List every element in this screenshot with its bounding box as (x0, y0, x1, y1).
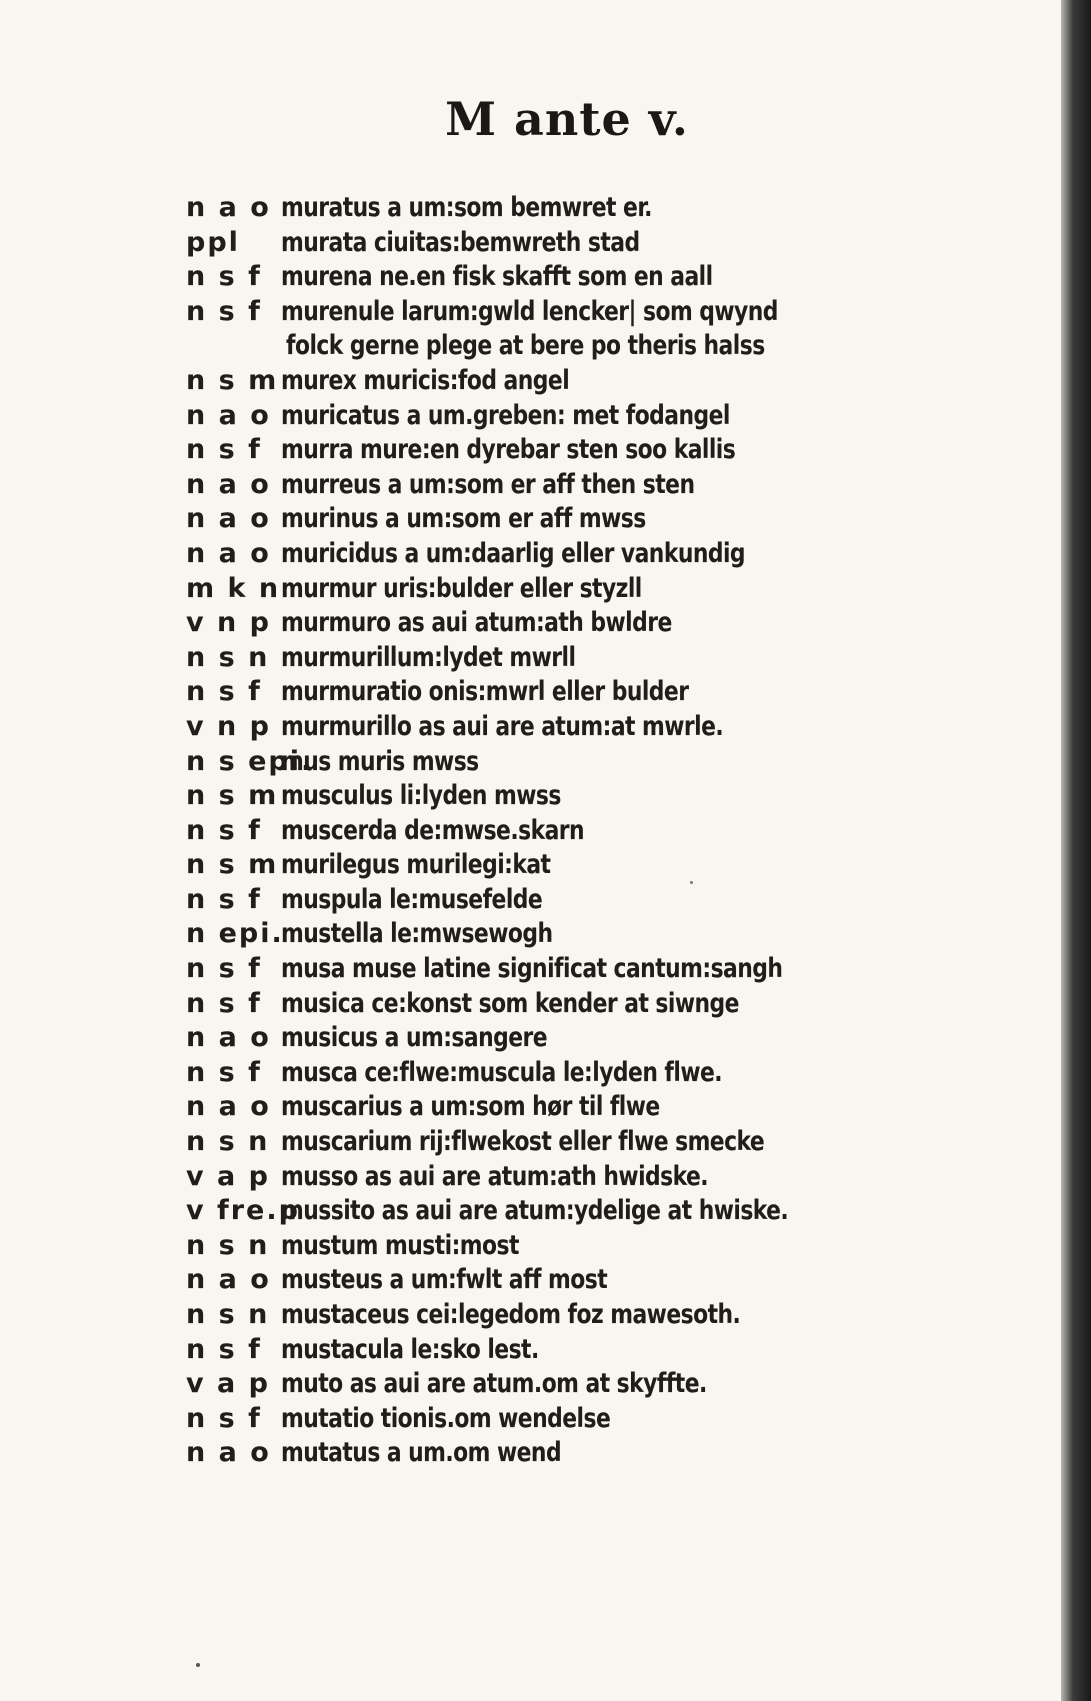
grammar-tag: n s f (186, 1056, 262, 1088)
ink-speck (690, 881, 693, 884)
list-item-continuation (186, 330, 946, 365)
list-item (186, 918, 946, 953)
list-item (186, 192, 946, 227)
grammar-tag: n s n (186, 1299, 270, 1330)
list-item (186, 953, 946, 988)
list-item (186, 503, 946, 538)
grammar-tag: n s m (186, 780, 279, 812)
entry-text: muscarius a um:som hør til flwe (281, 1091, 660, 1123)
grammar-tag: m k n (186, 572, 281, 604)
grammar-tag: v n p (186, 607, 271, 639)
grammar-tag: n s f (186, 814, 262, 846)
list-item (186, 261, 946, 296)
grammar-tag: n a o (186, 537, 271, 569)
list-item (186, 400, 946, 435)
list-item (186, 296, 946, 331)
page-heading: M ante v. (445, 92, 689, 146)
list-item (186, 538, 946, 573)
list-item (186, 607, 946, 642)
list-item (186, 1057, 946, 1092)
list-item (186, 365, 946, 400)
grammar-tag: n s m (186, 364, 279, 396)
entry-text: muricatus a um.greben: met fodangel (281, 399, 730, 431)
grammar-tag: v a p (186, 1160, 270, 1192)
entry-text: musa muse latine significat cantum:sangh (281, 953, 783, 985)
grammar-tag: n a o (186, 1091, 271, 1123)
entry-text: mustacula le:sko lest. (281, 1333, 539, 1365)
list-item (186, 1264, 946, 1299)
grammar-tag: n s f (186, 883, 262, 915)
grammar-tag: n s f (186, 295, 262, 327)
grammar-tag: n s f (186, 676, 262, 708)
grammar-tag: n a o (186, 399, 271, 431)
list-item (186, 1161, 946, 1196)
list-item (186, 642, 946, 677)
grammar-tag: n a o (186, 1437, 271, 1469)
entry-text: folck gerne plege at bere po theris halss (286, 330, 765, 362)
grammar-tag: n s f (186, 434, 262, 466)
list-item (186, 1022, 946, 1057)
grammar-tag: n a o (186, 503, 271, 535)
grammar-tag: v a p (186, 1368, 270, 1400)
entry-text: mustaceus cei:legedom foz mawesoth. (281, 1299, 741, 1330)
entry-list (186, 192, 946, 1472)
entry-text: murmuro as aui atum:ath bwldre (281, 607, 672, 639)
entry-text: murex muricis:fod angel (281, 364, 570, 396)
list-item (186, 988, 946, 1023)
list-item (186, 1195, 946, 1230)
entry-text: musica ce:konst som kender at siwnge (281, 987, 739, 1019)
list-item (186, 1126, 946, 1161)
grammar-tag: n s f (186, 953, 262, 985)
entry-text: mustum musti:most (281, 1229, 519, 1261)
list-item (186, 1437, 946, 1472)
entry-text: murenule larum:gwld lencker| som qwynd (281, 295, 778, 327)
grammar-tag: n s f (186, 1333, 262, 1365)
list-item (186, 227, 946, 262)
entry-text: murmur uris:bulder eller styzll (281, 572, 642, 604)
entry-text: murmurillum:lydet mwrll (281, 641, 576, 673)
list-item (186, 676, 946, 711)
grammar-tag: ppl (186, 226, 240, 258)
grammar-tag: n s n (186, 1126, 270, 1158)
entry-text: murra mure:en dyrebar sten soo kallis (281, 434, 736, 466)
list-item (186, 849, 946, 884)
list-item (186, 746, 946, 781)
list-item (186, 573, 946, 608)
scan-edge (1061, 0, 1091, 1701)
list-item (186, 711, 946, 746)
grammar-tag: n a o (186, 468, 271, 500)
entry-text: musculus li:lyden mwss (281, 780, 561, 812)
grammar-tag: v fre.p (186, 1195, 300, 1227)
entry-text: muricidus a um:daarlig eller vankundig (281, 537, 746, 569)
entry-text: mus muris mwss (281, 745, 479, 777)
entry-text: musca ce:flwe:muscula le:lyden flwe. (281, 1056, 723, 1088)
entry-text: muto as aui are atum.om at skyffte. (281, 1368, 707, 1400)
entry-text: murreus a um:som er aff then sten (281, 468, 695, 500)
entry-text: muratus a um:som bemwret er. (281, 192, 652, 223)
entry-text: musicus a um:sangere (281, 1022, 548, 1054)
list-item (186, 1368, 946, 1403)
grammar-tag: n s f (186, 261, 262, 293)
entry-text: mutatio tionis.om wendelse (281, 1402, 611, 1434)
list-item (186, 469, 946, 504)
entry-text: murinus a um:som er aff mwss (281, 503, 646, 535)
entry-text: muspula le:musefelde (281, 883, 543, 915)
list-item (186, 1299, 946, 1334)
grammar-tag: n a o (186, 192, 271, 223)
list-item (186, 1230, 946, 1265)
grammar-tag: n s n (186, 1229, 270, 1261)
grammar-tag: n a o (186, 1264, 271, 1296)
entry-text: musso as aui are atum:ath hwidske. (281, 1160, 709, 1192)
list-item (186, 815, 946, 850)
list-item (186, 884, 946, 919)
grammar-tag: v n p (186, 710, 271, 742)
entry-text: murilegus murilegi:kat (281, 849, 551, 881)
list-item (186, 780, 946, 815)
entry-text: mutatus a um.om wend (281, 1437, 562, 1469)
grammar-tag: n s f (186, 1402, 262, 1434)
grammar-tag: n epi. (186, 918, 284, 950)
entry-text: murena ne.en fisk skafft som en aall (281, 261, 713, 293)
entry-text: murmuratio onis:mwrl eller bulder (281, 676, 689, 708)
grammar-tag: n a o (186, 1022, 271, 1054)
grammar-tag: n s f (186, 987, 262, 1019)
grammar-tag: n s n (186, 641, 270, 673)
entry-text: mustella le:mwsewogh (281, 918, 553, 950)
entry-text: mussito as aui are atum:ydelige at hwiske. (281, 1195, 789, 1227)
entry-text: murata ciuitas:bemwreth stad (281, 226, 640, 258)
list-item (186, 434, 946, 469)
ink-speck (196, 1663, 200, 1667)
entry-text: muscarium rij:flwekost eller flwe smecke (281, 1126, 765, 1158)
grammar-tag: n s epi. (186, 745, 314, 777)
list-item (186, 1334, 946, 1369)
list-item (186, 1091, 946, 1126)
entry-text: musteus a um:fwlt aff most (281, 1264, 608, 1296)
list-item (186, 1403, 946, 1438)
grammar-tag: n s m (186, 849, 279, 881)
entry-text: muscerda de:mwse.skarn (281, 814, 585, 846)
entry-text: murmurillo as aui are atum:at mwrle. (281, 710, 724, 742)
